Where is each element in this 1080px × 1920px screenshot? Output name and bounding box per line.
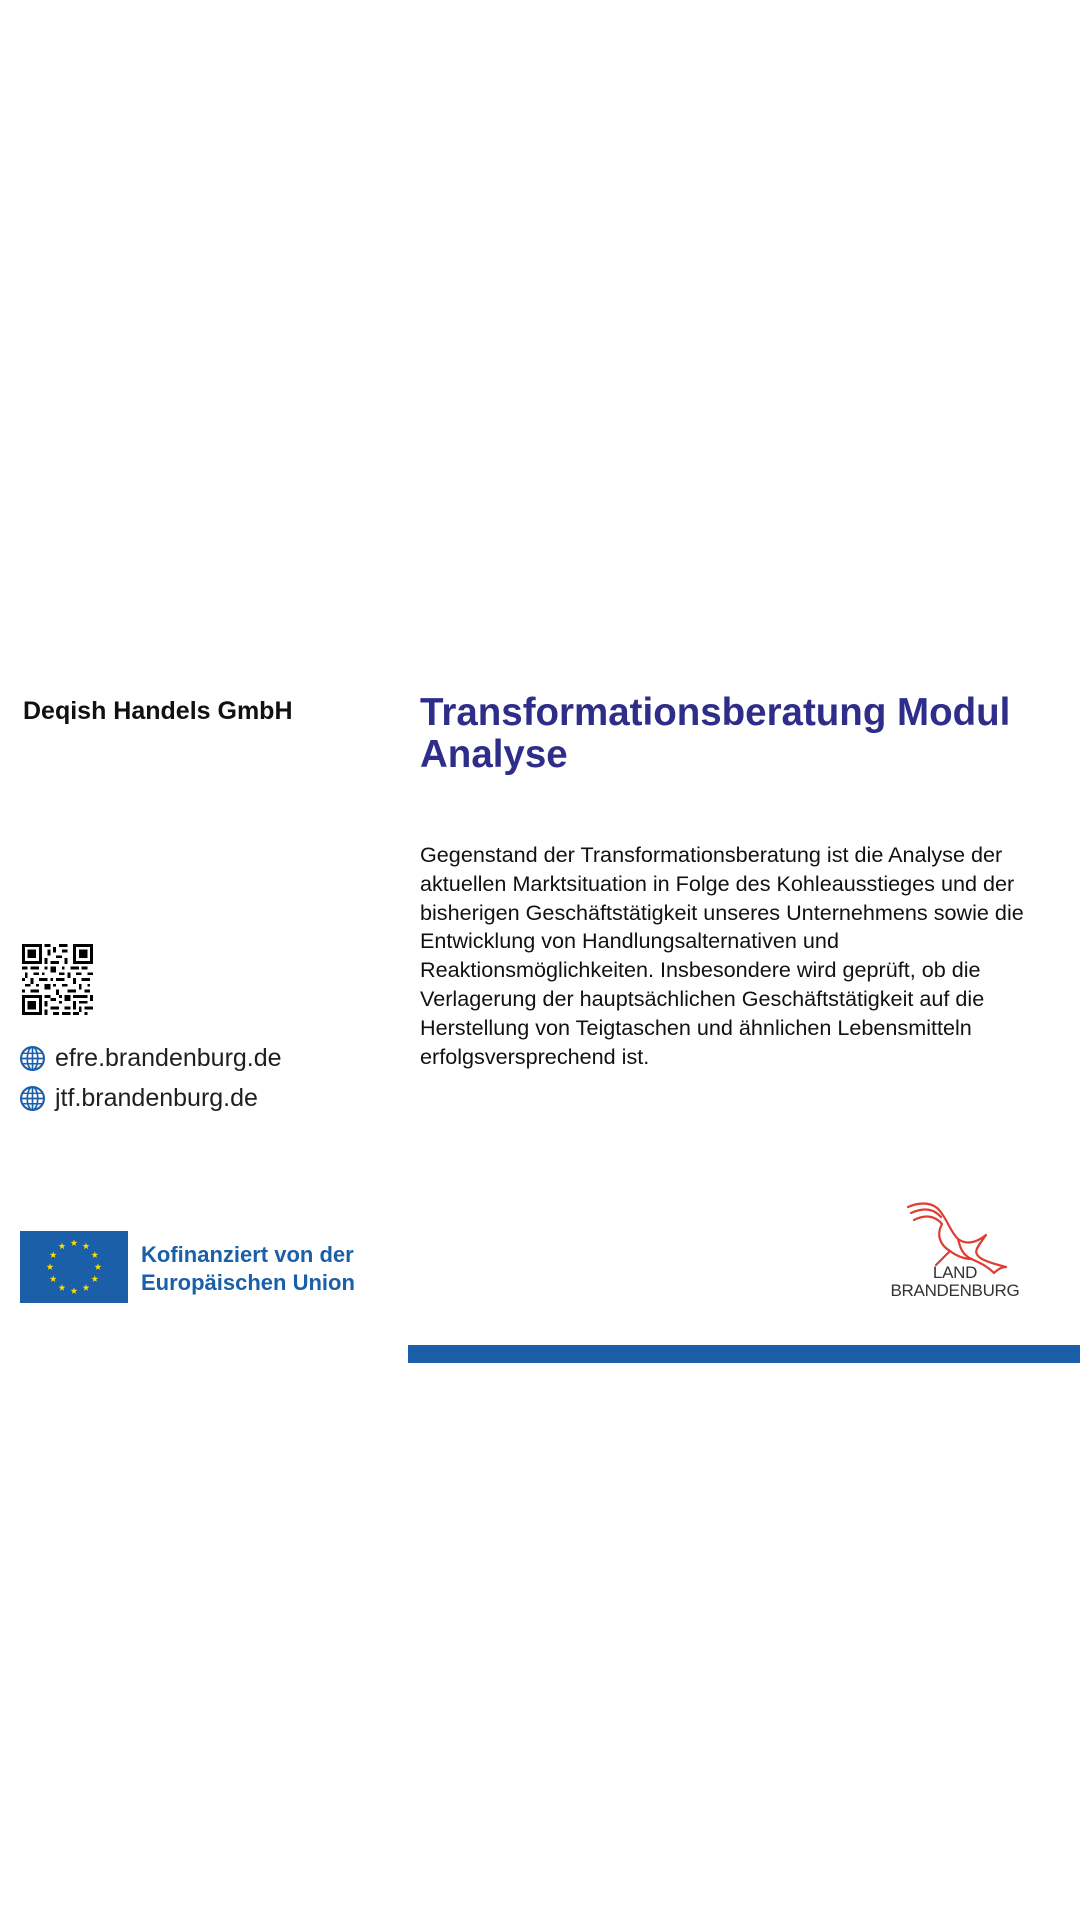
website-link-efre[interactable] xyxy=(20,1044,282,1073)
land-label-line1: LAND xyxy=(932,1263,978,1282)
company-name: Deqish Handels GmbH xyxy=(23,697,293,725)
globe-icon xyxy=(20,1086,45,1111)
eu-label-line1: Kofinanziert von der xyxy=(141,1242,354,1267)
globe-icon xyxy=(20,1046,45,1071)
footer-accent-bar xyxy=(408,1345,1080,1363)
eu-flag-icon xyxy=(20,1231,128,1303)
land-brandenburg-label xyxy=(888,1264,1022,1300)
website-link-jtf[interactable] xyxy=(20,1084,258,1113)
description-text: Gegenstand der Transformationsberatung ist die Analyse der aktuellen Marktsituation in Folge des Kohleausstieges und der bisherigen Geschäftstätigkeit unseres Unternehmens sowie die Entwicklung von Handlungsalternativen und Reaktionsmöglichkeiten. Insbesondere wird geprüft, ob die Verlagerung der hauptsächlichen Geschäftstätigkeit auf die Herstellung von Teigtaschen und ähnlichen Lebensmitteln erfolgsversprechend ist. xyxy=(420,842,1024,1069)
page-title: Transformationsberatung Modul Analyse xyxy=(420,691,1011,776)
website-label: jtf.brandenburg.de xyxy=(55,1084,258,1112)
eu-cofinancing-label xyxy=(141,1241,355,1297)
eu-label-line2: Europäischen Union xyxy=(141,1270,355,1295)
website-label: efre.brandenburg.de xyxy=(55,1044,282,1072)
qr-code-icon[interactable] xyxy=(22,944,93,1015)
land-label-line2: BRANDENBURG xyxy=(890,1281,1020,1300)
